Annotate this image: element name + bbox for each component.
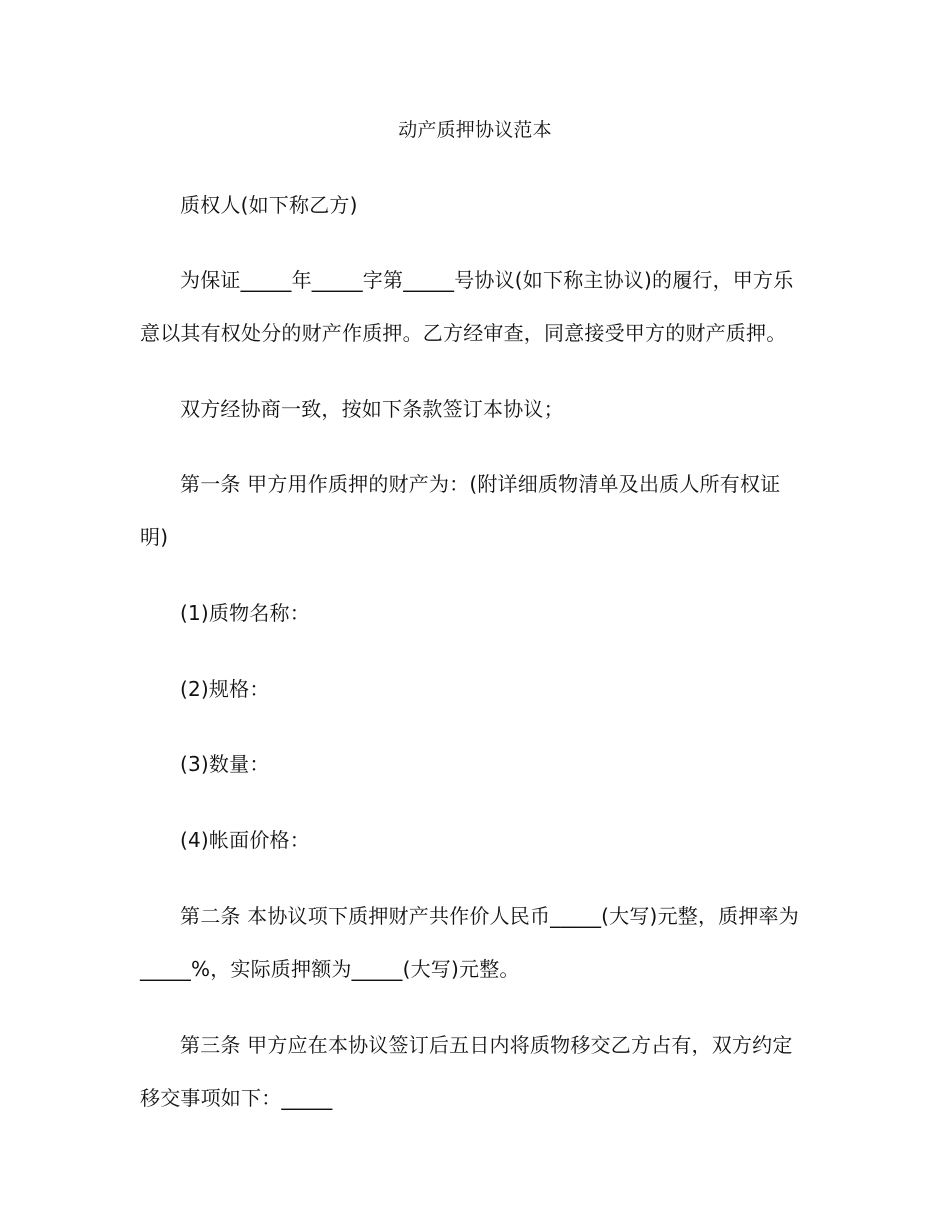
list-item: (4)帐面价格：	[180, 828, 310, 852]
agreement-line: 双方经协商一致，按如下条款签订本协议；	[180, 397, 564, 421]
article-3-line-1: 第三条 甲方应在本协议签订后五日内将质物移交乙方占有，双方约定	[180, 1033, 793, 1057]
article-1-line-2: 明)	[140, 525, 169, 549]
article-3-line-2: 移交事项如下：_____	[140, 1086, 333, 1110]
article-1-line-1: 第一条 甲方用作质押的财产为：(附详细质物清单及出质人所有权证	[180, 472, 781, 496]
article-2-line-2: _____%，实际质押额为_____(大写)元整。	[140, 957, 520, 981]
article-2-line-1: 第二条 本协议项下质押财产共作价人民币_____(大写)元整，质押率为	[180, 904, 799, 928]
intro-paragraph-line-1: 为保证_____年_____字第_____号协议(如下称主协议)的履行，甲方乐	[180, 268, 794, 292]
intro-paragraph-line-2: 意以其有权处分的财产作质押。乙方经审查，同意接受甲方的财产质押。	[140, 321, 787, 345]
document-title: 动产质押协议范本	[398, 119, 552, 141]
list-item: (2)规格：	[180, 677, 270, 701]
pledgee-line: 质权人(如下称乙方)	[180, 193, 358, 217]
list-item: (1)质物名称：	[180, 601, 310, 625]
list-item: (3)数量：	[180, 752, 270, 776]
